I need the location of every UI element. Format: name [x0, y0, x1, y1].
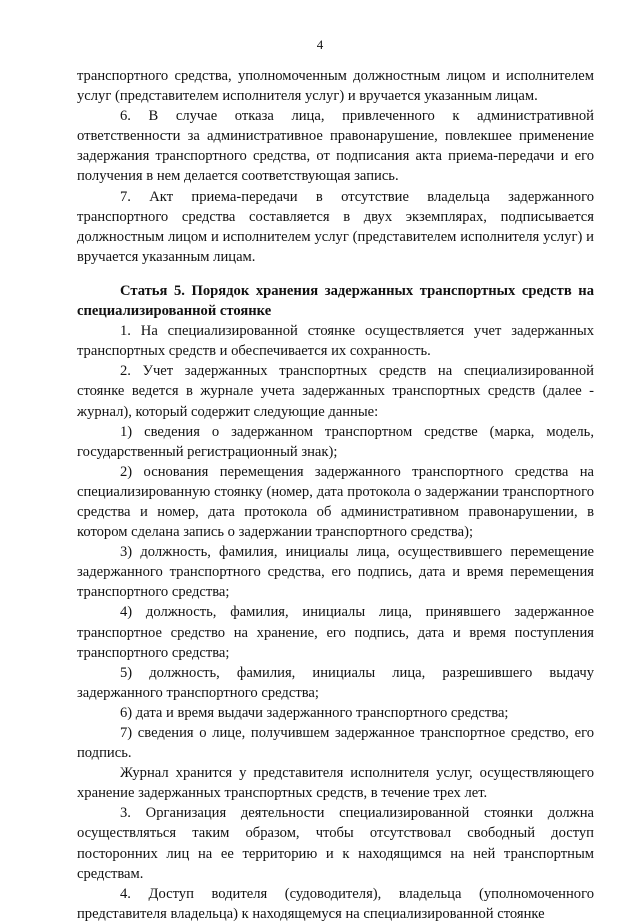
- list-item: 1) сведения о задержанном транспортном средстве (марка, модель, государственный регистрационный знак);: [77, 423, 594, 460]
- paragraph: 7. Акт приема-передачи в отсутствие владельца задержанного транспортного средства составляется в двух экземплярах, подписывается должностным лицом и исполнителем услуг (представителем исполнителя услуг) и вручается указанным лицам.: [77, 188, 594, 265]
- paragraph: транспортного средства, уполномоченным должностным лицом и исполнителем услуг (представителем исполнителя услуг) и вручается указанным лицам.: [77, 68, 594, 105]
- paragraph: 4. Доступ водителя (судоводителя), владельца (уполномоченного представителя владельца) к находящемуся на специализированной стоянке: [77, 885, 594, 922]
- list-item: 2) основания перемещения задержанного транспортного средства на специализированную стоянку (номер, дата протокола о задержании транспортного средства и номер, дата протокола об административном правонарушении, в котором сделана запись о задержании транспортного средства);: [77, 463, 594, 541]
- paragraph: 1. На специализированной стоянке осуществляется учет задержанных транспортных средств и обеспечивается их сохранность.: [77, 323, 594, 360]
- list-item: 3) должность, фамилия, инициалы лица, осуществившего перемещение задержанного транспортного средства, его подпись, дата и время перемещения транспортного средства;: [77, 544, 594, 601]
- list-item: 6) дата и время выдачи задержанного транспортного средства;: [120, 704, 509, 721]
- list-item: 7) сведения о лице, получившем задержанное транспортное средство, его подпись.: [77, 725, 594, 762]
- page-number: 4: [316, 37, 324, 52]
- paragraph: 6. В случае отказа лица, привлеченного к административной ответственности за административное правонарушение, повлекшее применение задержания транспортного средства, от подписания акта приема-передачи и его получения в нем делается соответствующая запись.: [77, 108, 594, 185]
- paragraph: 3. Организация деятельности специализированной стоянки должна осуществляться таким образом, чтобы отсутствовал свободный доступ посторонних лиц на ее территорию и к находящимся на ней транспортным средствам.: [77, 805, 594, 882]
- article-heading: Статья 5. Порядок хранения задержанных транспортных средств на специализированной стоянке: [77, 282, 594, 320]
- paragraph: 2. Учет задержанных транспортных средств на специализированной стоянке ведется в журнале учета задержанных транспортных средств (далее - журнал), который содержит следующие данные:: [77, 363, 594, 420]
- list-item: 4) должность, фамилия, инициалы лица, принявшего задержанное транспортное средство на хранение, его подпись, дата и время поступления транспортного средства;: [77, 604, 594, 661]
- document-body: [77, 66, 594, 924]
- list-item: 5) должность, фамилия, инициалы лица, разрешившего выдачу задержанного транспортного средства;: [77, 664, 594, 701]
- paragraph: Журнал хранится у представителя исполнителя услуг, осуществляющего хранение задержанных транспортных средств, в течение трех лет.: [77, 765, 594, 802]
